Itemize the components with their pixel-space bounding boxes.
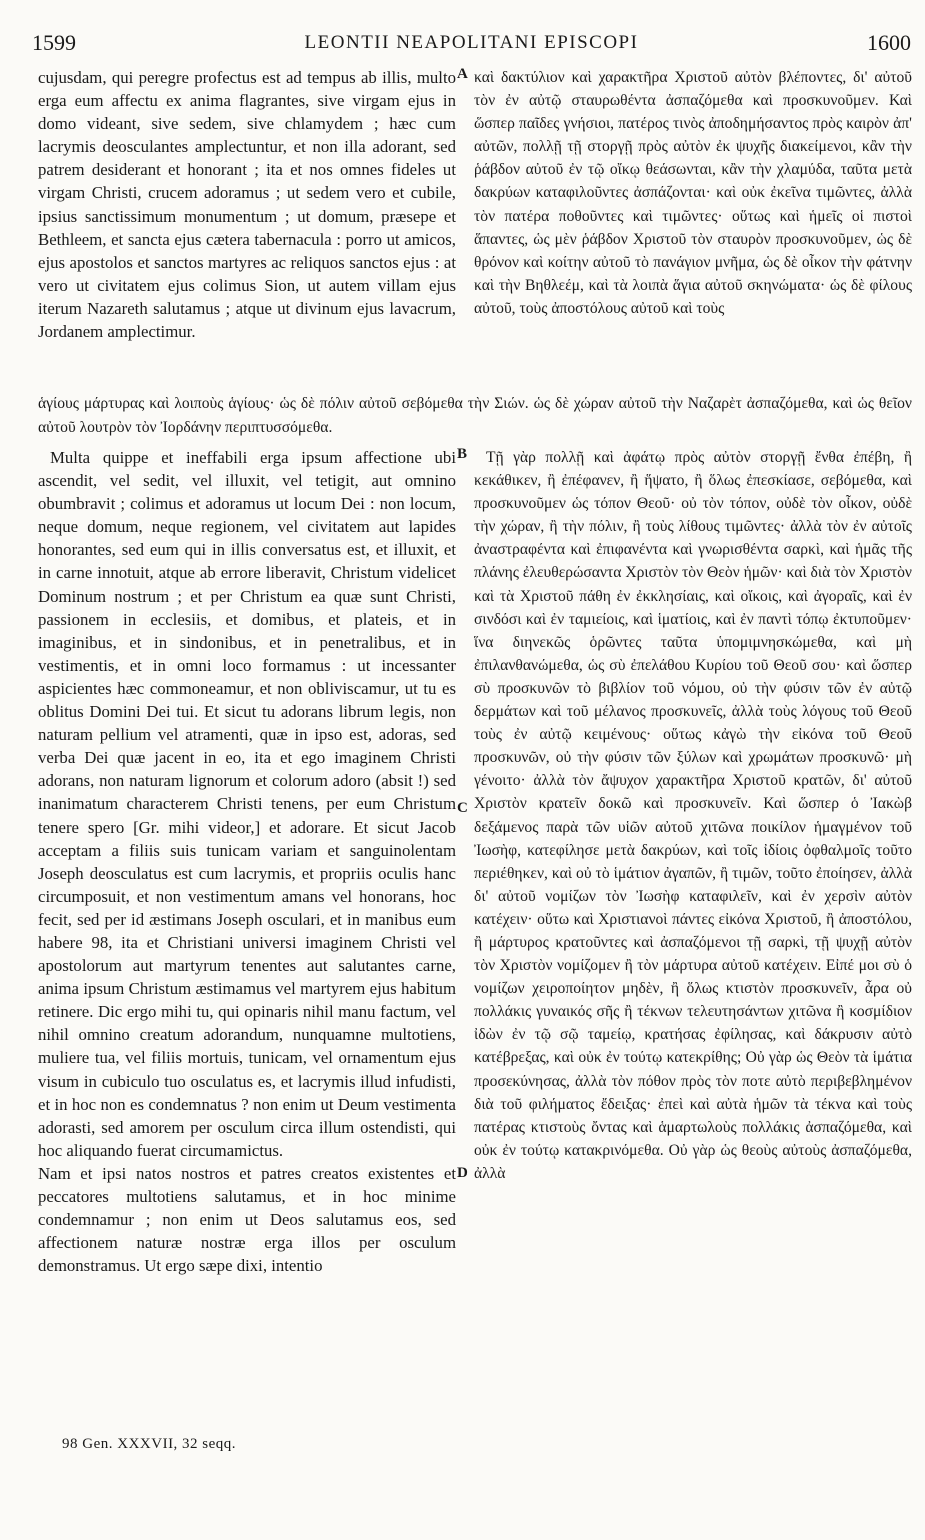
greek-paragraph: καὶ δακτύλιον καὶ χαρακτῆρα Χριστοῦ αὐτὸν βλέποντες, δι' αὐτοῦ τὸν ἐν αὐτῷ σταυρωθέντα ἀσπαζόμεθα καὶ προσκυνοῦμεν. Καὶ ὥσπερ παῖδες γνήσιοι, πατέρος τινὸς ἀποδημήσαντος πρὸς καιρὸν ἀπ' αὐτῶν, πολλῇ τῇ στοργῇ πρὸς αὐτὸν ἐκ ψυχῆς διακείμενοι, κἂν τὴν ῥάβδον αὐτοῦ ἐν τῷ οἴκῳ θεάσωνται, κἂν τὴν χλαμύδα, ταῦτα μετὰ δακρύων καταφιλοῦντες ἀσπάζονται· καὶ οὐκ ἐκεῖνα τιμῶντες, ἀλλὰ τὸν πατέρα ποθοῦντες καὶ τιμῶντες· οὕτως καὶ ἡμεῖς οἱ πιστοὶ ἅπαντες, ὡς μὲν ῥάβδον Χριστοῦ τὸν σταυρὸν προσκυνοῦμεν, ὡς δὲ θρόνον καὶ κοίτην αὐτοῦ τὸ πανάγιον μνῆμα, ὡς δὲ οἶκον τὴν φάτνην καὶ τὴν Βηθλεέμ, καὶ τὰ λοιπὰ ἅγια αὐτοῦ σκηνώματα· ὡς δὲ φίλους αὐτοῦ, τοὺς ἀποστόλους αὐτοῦ καὶ τοὺς [474,69,912,317]
greek-paragraph: Τῇ γὰρ πολλῇ καὶ ἀφάτῳ πρὸς αὐτὸν στοργῇ ἔνθα ἐπέβη, ἢ κεκάθικεν, ἢ ἐπέφανεν, ἢ ἥψατο, ἢ ὅλως ἐπεσκίασε, σεβόμεθα, καὶ προσκυνοῦμεν ὡς τόπον Θεοῦ· οὐ τὸν τόπον, οὐδὲ τὸν οἶκον, οὐδὲ τὴν χώραν, ἢ τὴν πόλιν, ἢ τοὺς λίθους τιμῶντες· ἀλλὰ τὸν ἐν αὐτοῖς ἀναστραφέντα καὶ ἐπιφανέντα καὶ γνωρισθέντα σαρκὶ, καὶ ἡμᾶς τῆς πλάνης ἐλευθερώσαντα Χριστὸν τὸν Θεὸν ἡμῶν· καὶ διὰ τὸν Χριστὸν καὶ τὰ Χριστοῦ πάθη ἐν ἐκκλησίαις, καὶ οἴκοις, καὶ ἀγοραῖς, καὶ ἐν σινδόσι καὶ ἐν ταμιείοις, καὶ ἱματίοις, καὶ ἐν παντὶ τόπῳ ἐκτυποῦμεν· ἵνα διηνεκῶς ὁρῶντες ταῦτα ὑπομιμνησκώμεθα, καὶ μὴ ἐπιλανθανώμεθα, ὡς σὺ ἐπελάθου Κυρίου τοῦ Θεοῦ σου· καὶ ὥσπερ σὺ προσκυνῶν τὸ βιβλίον τοῦ νόμου, οὐ τὴν φύσιν τῶν ἐν αὐτῷ δερμάτων καὶ τοῦ μέλανος προσκυνεῖς, ἀλλὰ τοὺς λόγους τοῦ Θεοῦ τοὺς ἐν αὐτῷ κειμένους· οὕτως κἀγὼ τὴν εἰκόνα τοῦ Θεοῦ προσκυνῶν, οὐ τὴν φύσιν τῶν ξύλων καὶ χρωμάτων προσκυνῶ· μὴ γένοιτο· ἀλλὰ τὸν ἄψυχον χαρακτῆρα Χριστοῦ κρατῶν, δι' αὐτοῦ Χριστὸν κρατεῖν δοκῶ καὶ προσκυνεῖν. Καὶ ὥσπερ ὁ Ἰακὼβ δεξάμενος παρὰ τῶν υἱῶν αὐτοῦ χιτῶνα ποικίλον ἡμαγμένον τοῦ Ἰωσὴφ, κατεφίλησε μετὰ δακρύων, καὶ τοῖς ἰδίοις ὀφθαλμοῖς τοῦτο περιέθηκεν, καὶ οὐ τὸ ἱμάτιον ἀγαπῶν, ἢ τιμῶν, τοῦτο ἐποίησεν, ἀλλὰ δι' αὐτοῦ νομίζων τὸν Ἰωσὴφ καταφιλεῖν, καὶ ἐν χερσὶν αὐτὸν κατέχειν· οὕτω καὶ Χριστιανοὶ πάντες εἰκόνα Χριστοῦ, ἢ ἀποστόλου, ἢ μάρτυρος κρατοῦντες καὶ ἀσπαζόμενοι τῇ σαρκὶ, τῇ ψυχῇ αὐτὸν τὸν Χριστὸν νομίζομεν ἢ τὸν μάρτυρα αὐτοῦ κατέχειν. Εἰπέ μοι σὺ ὁ νομίζων χειροποίητον μηδὲν, ἢ ὅλως κτιστὸν προσκυνεῖν, ἆρα οὐ πολλάκις γυναικός σῆς ἢ τέκνων τελευτησάντων χιτῶνα ἢ κοσμίδιον ἰδὼν ἐν τῷ σῷ ταμείῳ, κρατήσας ἐφίλησας, καὶ δάκρυσιν αὐτὸ κατέβρεξας, καὶ οὐκ ἐν τούτῳ κατεκρίθης; Οὐ γὰρ ὡς Θεὸν τὰ ἱμάτια προσεκύνησας, ἀλλὰ τὸν πόθον πρὸς τὸν ποτε αὐτὸ περιβεβλημένον διὰ τοῦ φιλήματος ἔδειξας· ἐπεὶ καὶ αὐτὰ ἡμῶν τὰ τέκνα καὶ τοὺς πατέρας κτιστοὺς ὄντας καὶ ἁμαρτωλοὺς πολλάκις ἀσπαζόμεθα, καὶ οὐκ ἐν τούτῳ κατακρινόμεθα. Οὐ γὰρ ὡς θεοὺς αὐτοὺς ἀσπαζόμεθα, ἀλλὰ [474,449,912,1182]
latin-paragraph: Nam et ipsi natos nostros et patres creatos existentes et peccatores multotiens salutamus, et in hoc minime condemnamur ; non enim ut Deos salutamus eos, sed affectionem naturæ nostræ erga illos per osculum demonstramus. Ut ergo sæpe dixi, intentio [38,1163,456,1276]
greek-column-top [474,66,912,320]
latin-paragraph: cujusdam, qui peregre profectus est ad tempus ab illis, multo erga eum affectu ex anima flagrantes, sive virgam ejus in domo videant, sive sedem, sive chlamydem ; hæc cum lacrymis deosculantes amplectuntur, et non illa adorant, sed patrem desiderant et honorant ; ita et nos omnes fideles ut virgam Christi, crucem adoramus ; ut sedem vero et cubile, ipsius sanctissimum monumentum ; ut domum, præsepe et Bethleem, et sancta ejus cætera tabernacula : porro ut amicos, ejus apostolos et sanctos martyres ac reliquos sanctos ejus : at vero ut civitatem ejus colimus Sion, ut autem villam ejus iterum Nazareth salutamus ; atque ut divinum ejus lavacrum, Jordanem amplectimur. [38,68,456,342]
running-title: LEONTII NEAPOLITANI EPISCOPI [304,32,639,53]
greek-full-width-line: ἁγίους μάρτυρας καὶ λοιποὺς ἁγίους· ὡς δὲ πόλιν αὐτοῦ σεβόμεθα τὴν Σιών. ὡς δὲ χώραν αὐτοῦ τὴν Ναζαρὲτ ἀσπαζόμεθα, καὶ ὡς θεῖον αὐτοῦ λουτρὸν τὸν Ἰορδάνην περιπτυσσόμεθα. [38,395,912,436]
margin-marker-d: D [457,1165,468,1181]
page-number-right: 1600 [867,30,911,55]
latin-column-bottom [38,446,456,1277]
latin-paragraph: Multa quippe et ineffabili erga ipsum affectione ubi ascendit, vel sedit, vel illuxit, vel tetigit, aut omnino obumbravit ; colimus et adoramus ut locum Dei : non locum, neque domum, neque regionem, vel civitatem aut lapides honorantes, sed eum qui in illis conversatus est, et illuxit, et in carne innotuit, atque ab errore liberavit, Christum videlicet Dominum nostrum ; et per Christum ea quæ sunt Christi, passionem in ecclesiis, et domibus, et plateis, et in imaginibus, et in sindonibus, et in penetralibus, et in vestimentis, et in omni loco formamus : ut incessanter aspicientes hæc commoneamur, et non obliviscamur, ut tu es oblitus Domini Dei tui. Et sicut tu adorans librum legis, non naturam pellium vel atramenti, quæ in ipso est, adoras, sed verba Dei quæ jacent in eo, ita et ego imaginem Christi adorans, non naturam lignorum et colorum adoro (absit !) sed inanimatum characterem Christi tenens, per eum Christum tenere spero [Gr. mihi videor,] et adorare. Et sicut Jacob acceptam a filiis suis tunicam variam et sanguinolentam Joseph deosculatus est cum lacrymis, et propriis oculis hanc circumposuit, et non vestimentum amans vel honorans, hoc fecit, sed per id æstimans Joseph osculari, et in manibus eum habere 98, ita et Christiani universi imaginem Christi vel apostolorum aut martyrum tenentes aut salutantes carne, anima ipsum Christum æstimamus vel martyrem ejus habitum retinere. Dic ergo mihi tu, qui opinaris nihil manu factum, vel nihil omnino creatum adorandum, nunquamne multotiens, muliere tua, vel filiis mortuis, tunicam, vel ornamentum ejus visum in cubiculo tuo osculatus es, et lacrymis illud infudisti, et in hoc non es condemnatus ? non enim ut Deum vestimenta adorasti, sed amorem per osculum circa illum ostendisti, qui hoc aliquando fuerat circumamictus. [38,448,456,1160]
footnote: 98 Gen. XXXVII, 32 seqq. [62,1436,237,1452]
latin-column-top [38,66,456,343]
page-number-left: 1599 [32,30,76,55]
margin-marker-c: C [457,800,468,816]
margin-marker-a: A [457,66,468,82]
margin-marker-b: B [457,446,468,462]
running-header [32,30,911,60]
greek-column-bottom [474,446,912,1185]
